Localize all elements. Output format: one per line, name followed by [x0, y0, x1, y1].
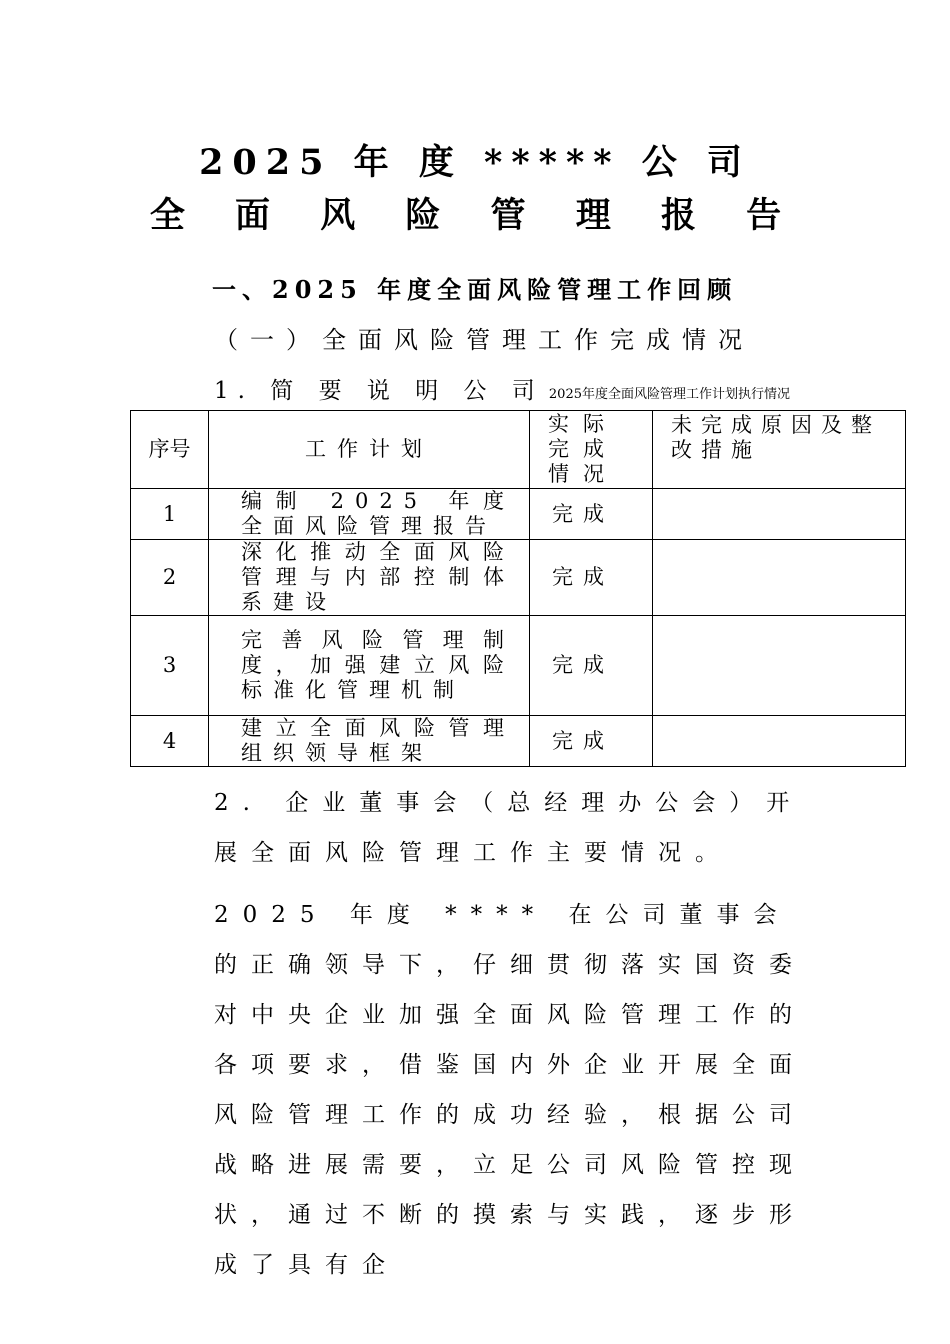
table-row — [131, 540, 906, 616]
row-reason — [653, 616, 906, 716]
row-status: 完成 — [530, 616, 653, 716]
work-plan-table — [130, 410, 906, 767]
row-no: 1 — [131, 489, 209, 540]
row-reason — [653, 716, 906, 767]
report-title-line1: 2025 年 度 ***** 公 司 — [199, 142, 751, 183]
header-plan: 工作计划 — [209, 411, 530, 489]
row-plan: 编制 2025 年度全面风险管理报告 — [209, 489, 530, 540]
section-heading-2: （一）全面风险管理工作完成情况 — [214, 326, 754, 354]
row-status: 完成 — [530, 716, 653, 767]
header-status: 实际完成情况 — [530, 411, 653, 489]
row-no: 4 — [131, 716, 209, 767]
table-header-row — [131, 411, 906, 489]
row-reason — [653, 489, 906, 540]
paragraph-board-activities — [150, 778, 810, 878]
row-plan: 深化推动全面风险管理与内部控制体系建设 — [209, 540, 530, 616]
section-1-prefix: 1. 简 要 说 明 公 司 — [214, 378, 544, 404]
paragraph-text: 2025 年度 **** 在公司董事会的正确领导下，仔细贯彻落实国资委对中央企业加强全面风险管理工作的各项要求，借鉴国内外企业开展全面风险管理工作的成功经验，根据公司战略进展需要，立足公司风险管控现状，通过不断的摸索与实践，逐步形成了具有企 — [214, 902, 806, 1278]
section-heading-1: 一、2025 年度全面风险管理工作回顾 — [212, 275, 738, 304]
header-no: 序号 — [131, 411, 209, 489]
table-row — [131, 616, 906, 716]
report-title-line2: 全 面 风 险 管 理 报 告 — [149, 195, 801, 236]
row-plan: 建立全面风险管理组织领导框架 — [209, 716, 530, 767]
row-no: 3 — [131, 616, 209, 716]
row-reason — [653, 540, 906, 616]
row-status: 完成 — [530, 540, 653, 616]
section-1-suffix: 2025年度全面风险管理工作计划执行情况 — [548, 387, 790, 402]
paragraph-text: 2. 企业董事会（总经理办公会）开展全面风险管理工作主要情况。 — [214, 790, 804, 866]
paragraph-annual-summary — [150, 890, 810, 1290]
table-row — [131, 716, 906, 767]
section-1-intro — [214, 372, 790, 405]
row-no: 2 — [131, 540, 209, 616]
table-row — [131, 489, 906, 540]
header-reason: 未完成原因及整改措施 — [653, 411, 906, 489]
row-plan: 完善风险管理制度，加强建立风险标准化管理机制 — [209, 616, 530, 716]
row-status: 完成 — [530, 489, 653, 540]
